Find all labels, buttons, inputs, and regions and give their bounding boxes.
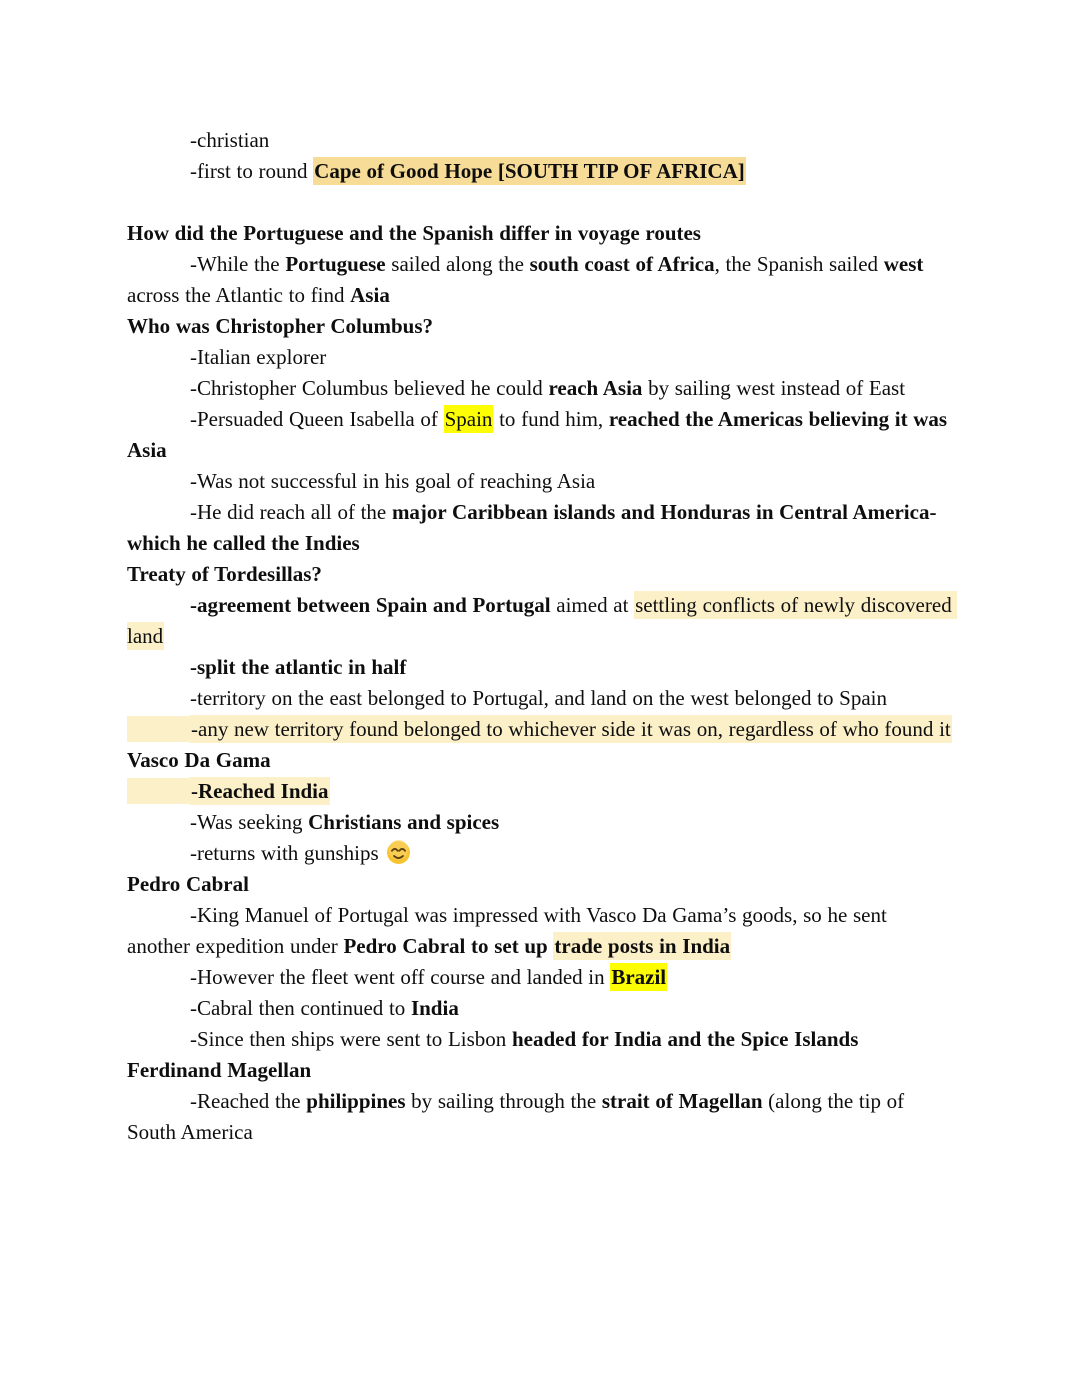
tab-indent [127,127,190,153]
text-run: -However the fleet went off course and landed in [190,965,611,989]
text-run: by sailing west instead of East [642,376,906,400]
tab-indent [127,158,190,184]
text-run: Pedro Cabral to set up [343,934,554,958]
paragraph [127,249,953,311]
text-run: reach Asia [548,376,643,400]
text-run: -Was seeking [190,810,309,834]
text-run: philippines [306,1089,406,1113]
tab-indent [127,685,190,711]
text-run: Portuguese [285,252,386,276]
text-run: -Christopher Columbus believed he could [190,376,549,400]
text-run: Who was Christopher Columbus? [127,314,434,338]
text-run: Vasco Da Gama [127,748,271,772]
tab-indent [127,809,190,835]
paragraph [127,714,953,745]
text-run: by sailing through the [405,1089,602,1113]
paragraph [127,683,953,714]
text-run: -territory on the east belonged to Portugal, and land on the west belonged to Spain [190,686,887,710]
highlighted-text-run: Spain [444,407,493,431]
text-run: How did the Portuguese and the Spanish differ in voyage routes [127,221,701,245]
highlighted-text-run: trade posts in India [554,934,731,958]
text-run: (along the tip of South America [127,1089,910,1144]
tab-indent [127,468,190,494]
highlighted-text-run: Cape of Good Hope [SOUTH TIP OF AFRICA] [314,159,745,183]
document-body [127,125,958,1148]
tab-indent-highlighted [127,716,190,742]
text-run: -Reached the [190,1089,307,1113]
paragraph [127,1086,953,1148]
paragraph [127,125,953,156]
paragraph [127,838,953,869]
tab-indent [127,1088,190,1114]
text-run: to fund him, [493,407,609,431]
paragraph [127,342,953,373]
text-run: -split the atlantic in half [190,655,407,679]
paragraph [127,900,953,962]
tab-indent [127,375,190,401]
text-run: -King Manuel of Portugal was impressed with Vasco Da Gama’s goods, so he sent another expedition under [127,903,893,958]
text-run: sailed along the [385,252,530,276]
paragraph [127,1055,953,1086]
text-run: -Since then ships were sent to Lisbon [190,1027,512,1051]
text-run: Asia [350,283,390,307]
highlighted-text-run: -any new territory found belonged to whichever side it was on, regardless of who found it [191,717,951,741]
paragraph [127,745,953,776]
text-run: -first to round [190,159,314,183]
paragraph [127,466,953,497]
text-run: Christians and spices [308,810,500,834]
text-run: -While the [190,252,286,276]
tab-indent [127,995,190,1021]
paragraph [127,807,953,838]
tab-indent [127,840,190,866]
blank-line [127,187,953,218]
paragraph [127,590,958,652]
text-run: -Italian explorer [190,345,327,369]
paragraph [127,156,953,187]
paragraph [127,869,953,900]
paragraph [127,1024,953,1055]
text-run: across the Atlantic to find [127,252,930,307]
paragraph [127,962,953,993]
tab-indent [127,406,190,432]
text-run: -christian [190,128,270,152]
text-run: -Was not successful in his goal of reaching Asia [190,469,596,493]
paragraph [127,311,953,342]
tab-indent [127,344,190,370]
tab-indent [127,592,190,618]
text-run: strait of Magellan [601,1089,763,1113]
text-run: major Caribbean islands and Honduras in Central America- which he called the Indies [127,500,943,555]
paragraph [127,404,953,466]
paragraph [127,993,953,1024]
tab-indent [127,902,190,928]
text-run: aimed at [550,593,635,617]
tab-indent-highlighted [127,778,190,804]
tab-indent [127,654,190,680]
tab-indent [127,964,190,990]
highlighted-text-run: -Reached India [191,779,329,803]
text-run: Ferdinand Magellan [127,1058,312,1082]
text-run: west [883,252,924,276]
paragraph [127,559,953,590]
text-run: -returns with gunships [190,841,385,865]
text-run: -Cabral then continued to [190,996,411,1020]
tab-indent [127,251,190,277]
text-run: -agreement between Spain and Portugal [190,593,551,617]
text-run: -He did reach all of the [190,500,392,524]
text-run: Pedro Cabral [127,872,249,896]
paragraph [127,652,953,683]
tab-indent [127,1026,190,1052]
tab-indent [127,499,190,525]
text-run: reached the Americas believing it was Asia [127,407,952,462]
paragraph [127,776,953,807]
text-run: -Persuaded Queen Isabella of [190,407,444,431]
text-run: India [410,996,459,1020]
paragraph [127,497,953,559]
text-run: , the Spanish sailed [714,252,884,276]
text-run: headed for India and the Spice Islands [511,1027,859,1051]
highlighted-text-run: settling conflicts of newly discovered land [127,593,958,648]
text-run: Treaty of Tordesillas? [127,562,322,586]
text-run: south coast of Africa [529,252,715,276]
smiling-face-emoji [386,840,411,865]
highlighted-text-run: Brazil [611,965,667,989]
paragraph [127,218,953,249]
paragraph [127,373,953,404]
